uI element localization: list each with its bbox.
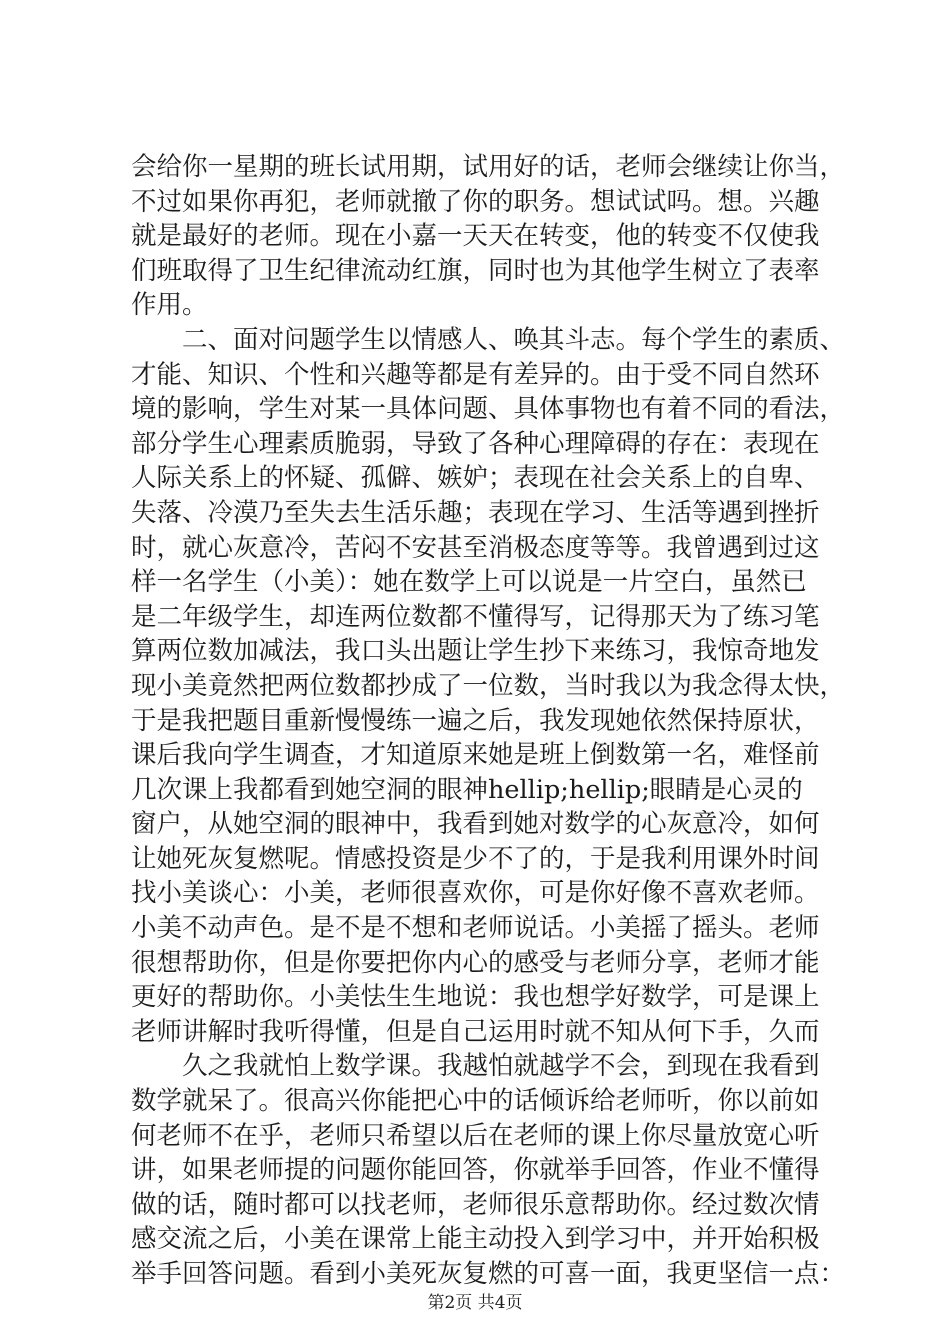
text-line: 时，就心灰意冷，苦闷不安甚至消极态度等等。我曾遇到过这 bbox=[131, 532, 820, 563]
text-line: 失落、冷漠乃至失去生活乐趣；表现在学习、生活等遇到挫折 bbox=[131, 497, 820, 528]
text-line: 们班取得了卫生纪律流动红旗，同时也为其他学生树立了表率 bbox=[131, 255, 820, 286]
text-line: 更好的帮助你。小美怯生生地说：我也想学好数学，可是课上 bbox=[131, 982, 820, 1013]
text-line: 久之我就怕上数学课。我越怕就越学不会，到现在我看到 bbox=[131, 1051, 820, 1082]
text-line: 讲，如果老师提的问题你能回答，你就举手回答，作业不懂得 bbox=[131, 1155, 820, 1186]
text-line: 小美不动声色。是不是不想和老师说话。小美摇了摇头。老师 bbox=[131, 913, 820, 944]
text-line: 作用。 bbox=[131, 290, 208, 321]
text-line: 才能、知识、个性和兴趣等都是有差异的。由于受不同自然环 bbox=[131, 359, 820, 390]
text-line: 找小美谈心：小美，老师很喜欢你，可是你好像不喜欢老师。 bbox=[131, 878, 820, 909]
text-line: 窗户，从她空洞的眼神中，我看到她对数学的心灰意冷，如何 bbox=[131, 809, 820, 840]
text-line: 老师讲解时我听得懂，但是自己运用时就不知从何下手，久而 bbox=[131, 1016, 820, 1047]
text-line: 算两位数加减法，我口头出题让学生抄下来练习，我惊奇地发 bbox=[131, 636, 820, 667]
text-line: 部分学生心理素质脆弱，导致了各种心理障碍的存在：表现在 bbox=[131, 428, 820, 459]
text-line: 会给你一星期的班长试用期，试用好的话，老师会继续让你当， bbox=[131, 152, 846, 182]
body-text bbox=[131, 150, 853, 1292]
text-line: 几次课上我都看到她空洞的眼神hellip;hellip;眼睛是心灵的 bbox=[131, 774, 803, 805]
text-line: 课后我向学生调查，才知道原来她是班上倒数第一名，难怪前 bbox=[131, 740, 820, 771]
text-line: 数学就呆了。很高兴你能把心中的话倾诉给老师听，你以前如 bbox=[131, 1086, 820, 1117]
text-line: 很想帮助你，但是你要把你内心的感受与老师分享，老师才能 bbox=[131, 947, 820, 978]
text-line: 感交流之后，小美在课常上能主动投入到学习中，并开始积极 bbox=[131, 1224, 820, 1255]
text-line: 样一名学生（小美）：她在数学上可以说是一片空白，虽然已 bbox=[131, 567, 807, 598]
text-line: 让她死灰复燃呢。情感投资是少不了的，于是我利用课外时间 bbox=[131, 843, 820, 874]
text-line: 于是我把题目重新慢慢练一遍之后，我发现她依然保持原状， bbox=[131, 705, 820, 736]
text-line: 何老师不在乎，老师只希望以后在老师的课上你尽量放宽心听 bbox=[131, 1120, 820, 1151]
text-line: 举手回答问题。看到小美死灰复燃的可喜一面，我更坚信一点： bbox=[131, 1259, 846, 1289]
text-line: 境的影响，学生对某一具体问题、具体事物也有着不同的看法， bbox=[131, 394, 846, 425]
text-line: 是二年级学生，却连两位数都不懂得写，记得那天为了练习笔 bbox=[131, 601, 820, 632]
text-line: 二、面对问题学生以情感人、唤其斗志。每个学生的素质、 bbox=[131, 324, 846, 355]
page-footer: 第2页 共4页 bbox=[427, 1293, 523, 1313]
text-line: 就是最好的老师。现在小嘉一天天在转变，他的转变不仅使我 bbox=[131, 221, 820, 252]
text-line: 做的话，随时都可以找老师，老师很乐意帮助你。经过数次情 bbox=[131, 1189, 820, 1220]
text-line: 人际关系上的怀疑、孤僻、嫉妒；表现在社会关系上的自卑、 bbox=[131, 463, 820, 494]
text-line: 不过如果你再犯，老师就撤了你的职务。想试试吗。想。兴趣 bbox=[131, 186, 820, 217]
text-line: 现小美竟然把两位数都抄成了一位数，当时我以为我念得太快， bbox=[131, 670, 846, 701]
